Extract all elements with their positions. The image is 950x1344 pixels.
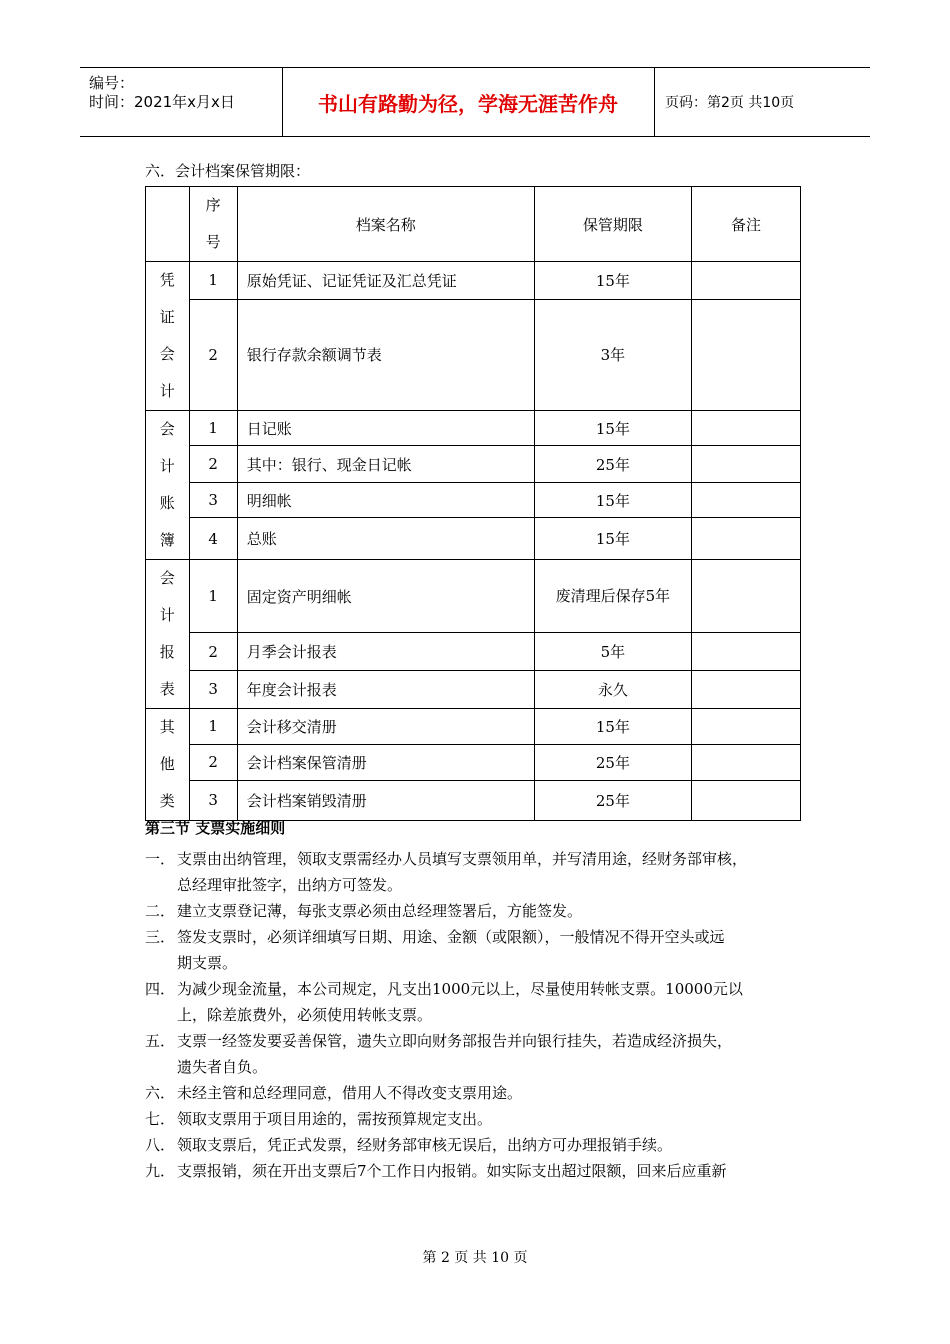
row-name: 总账 [237,518,534,560]
category-char: 证 [159,308,175,326]
list-item-number: 三． [145,928,176,946]
row-note [692,299,801,411]
table-row [146,633,801,670]
list-item [145,898,825,924]
table-row [146,744,801,780]
list-item [145,846,825,898]
row-number: 3 [189,670,237,708]
category-char: 会 [159,345,175,363]
header-seq-char: 序 [205,196,221,214]
list-item-number: 五． [145,1032,176,1050]
category-char: 表 [159,680,175,698]
list-item [145,924,825,976]
row-number: 2 [189,633,237,670]
row-note [692,780,801,820]
list-item-line: 建立支票登记薄，每张支票必须由总经理签署后，方能签发。 [177,902,583,920]
row-name: 明细帐 [237,482,534,517]
category-cell [146,262,190,411]
list-item-number: 七． [145,1110,176,1128]
category-char: 计 [159,457,175,475]
doc-date: 时间：2021年x月x日 [89,93,235,111]
row-note [692,411,801,446]
section-3-title: 第三节 支票实施细则 [145,819,286,837]
row-period: 25年 [534,780,691,820]
row-note [692,518,801,560]
list-item-line: 遗失者自负。 [177,1058,268,1076]
list-item-line: 上，除差旅费外，必须使用转帐支票。 [177,1006,433,1024]
list-item-number: 六． [145,1084,176,1102]
row-name: 原始凭证、记证凭证及汇总凭证 [237,262,534,300]
row-number: 3 [189,780,237,820]
list-item-number: 二． [145,902,176,920]
table-row [146,560,801,633]
category-char: 账 [159,494,175,512]
list-item-number: 一． [145,850,176,868]
list-item-line: 领取支票后，凭正式发票，经财务部审核无误后，出纳方可办理报销手续。 [177,1136,673,1154]
page-footer: 第 2 页 共 10 页 [422,1250,528,1266]
category-cell [146,411,190,560]
row-number: 2 [189,299,237,411]
list-item [145,1158,825,1184]
page-header [80,67,870,137]
header-meta [80,68,283,136]
header-note: 备注 [692,187,801,262]
category-char: 簿 [159,531,175,549]
row-name: 固定资产明细帐 [237,560,534,633]
header-seq-label [190,187,237,261]
category-cell [146,709,190,821]
table-row [146,709,801,745]
row-name: 月季会计报表 [237,633,534,670]
section-6-title: 六．会计档案保管期限： [145,162,311,180]
row-name: 会计档案销毁清册 [237,780,534,820]
list-item-line: 期支票。 [177,954,238,972]
list-item-number: 四． [145,980,176,998]
list-item-line: 总经理审批签字，出纳方可签发。 [177,876,403,894]
row-name: 其中：银行、现金日记帐 [237,446,534,482]
row-period: 废清理后保存5年 [534,560,691,633]
row-number: 1 [189,262,237,300]
category-char: 凭 [159,271,175,289]
list-item-line: 支票由出纳管理，领取支票需经办人员填写支票领用单，并写清用途，经财务部审核， [177,850,748,868]
category-cell [146,560,190,709]
list-item-number: 九． [145,1162,176,1180]
table-row [146,780,801,820]
row-period: 15年 [534,518,691,560]
category-char: 计 [159,606,175,624]
category-char: 报 [159,643,175,661]
archive-retention-table [145,186,801,821]
list-item-line: 支票一经签发要妥善保管，遗失立即向财务部报告并向银行挂失，若造成经济损失， [177,1032,733,1050]
category-char: 类 [159,792,175,810]
row-note [692,262,801,300]
header-seq-char: 号 [205,233,221,251]
table-row [146,446,801,482]
list-item-line: 未经主管和总经理同意，借用人不得改变支票用途。 [177,1084,523,1102]
row-note [692,633,801,670]
row-number: 2 [189,446,237,482]
table-row [146,411,801,446]
header-period: 保管期限 [534,187,691,262]
row-period: 25年 [534,744,691,780]
table-header-row [146,187,801,262]
table-row [146,518,801,560]
doc-number-label: 编号： [89,74,135,92]
list-item-line: 领取支票用于项目用途的，需按预算规定支出。 [177,1110,493,1128]
row-name: 会计移交清册 [237,709,534,745]
row-number: 4 [189,518,237,560]
list-item [145,976,825,1028]
row-note [692,446,801,482]
row-period: 5年 [534,633,691,670]
list-item [145,1028,825,1080]
cheque-rules-list [145,846,825,1184]
list-item-number: 八． [145,1136,176,1154]
row-name: 银行存款余额调节表 [237,299,534,411]
list-item [145,1080,825,1106]
row-note [692,744,801,780]
row-note [692,670,801,708]
category-char: 会 [159,420,175,438]
row-period: 永久 [534,670,691,708]
list-item-line: 支票报销，须在开出支票后7个工作日内报销。如实际支出超过限额，回来后应重新 [177,1162,727,1180]
list-item [145,1106,825,1132]
row-name: 日记账 [237,411,534,446]
header-seq [189,187,237,262]
row-period: 3年 [534,299,691,411]
row-note [692,709,801,745]
table-row [146,670,801,708]
category-char: 会 [159,569,175,587]
row-number: 1 [189,709,237,745]
row-number: 1 [189,560,237,633]
header-page-info: 页码：第2页 共10页 [665,95,795,111]
table-row [146,262,801,300]
category-char: 计 [159,382,175,400]
row-period: 15年 [534,482,691,517]
list-item-line: 签发支票时，必须详细填写日期、用途、金额（或限额），一般情况不得开空头或远 [177,928,725,946]
row-period: 15年 [534,262,691,300]
row-note [692,482,801,517]
header-name: 档案名称 [237,187,534,262]
list-item [145,1132,825,1158]
header-category-cell [146,187,190,262]
table-row [146,482,801,517]
category-char: 其 [159,718,175,736]
row-period: 15年 [534,709,691,745]
row-number: 3 [189,482,237,517]
row-name: 年度会计报表 [237,670,534,708]
category-char: 他 [159,755,175,773]
row-name: 会计档案保管清册 [237,744,534,780]
row-period: 25年 [534,446,691,482]
list-item-line: 为减少现金流量，本公司规定，凡支出1000元以上，尽量使用转帐支票。10000元以 [177,980,743,998]
table-row [146,299,801,411]
row-number: 1 [189,411,237,446]
row-note [692,560,801,633]
header-motto: 书山有路勤为径，学海无涯苦作舟 [282,68,655,136]
row-number: 2 [189,744,237,780]
row-period: 15年 [534,411,691,446]
